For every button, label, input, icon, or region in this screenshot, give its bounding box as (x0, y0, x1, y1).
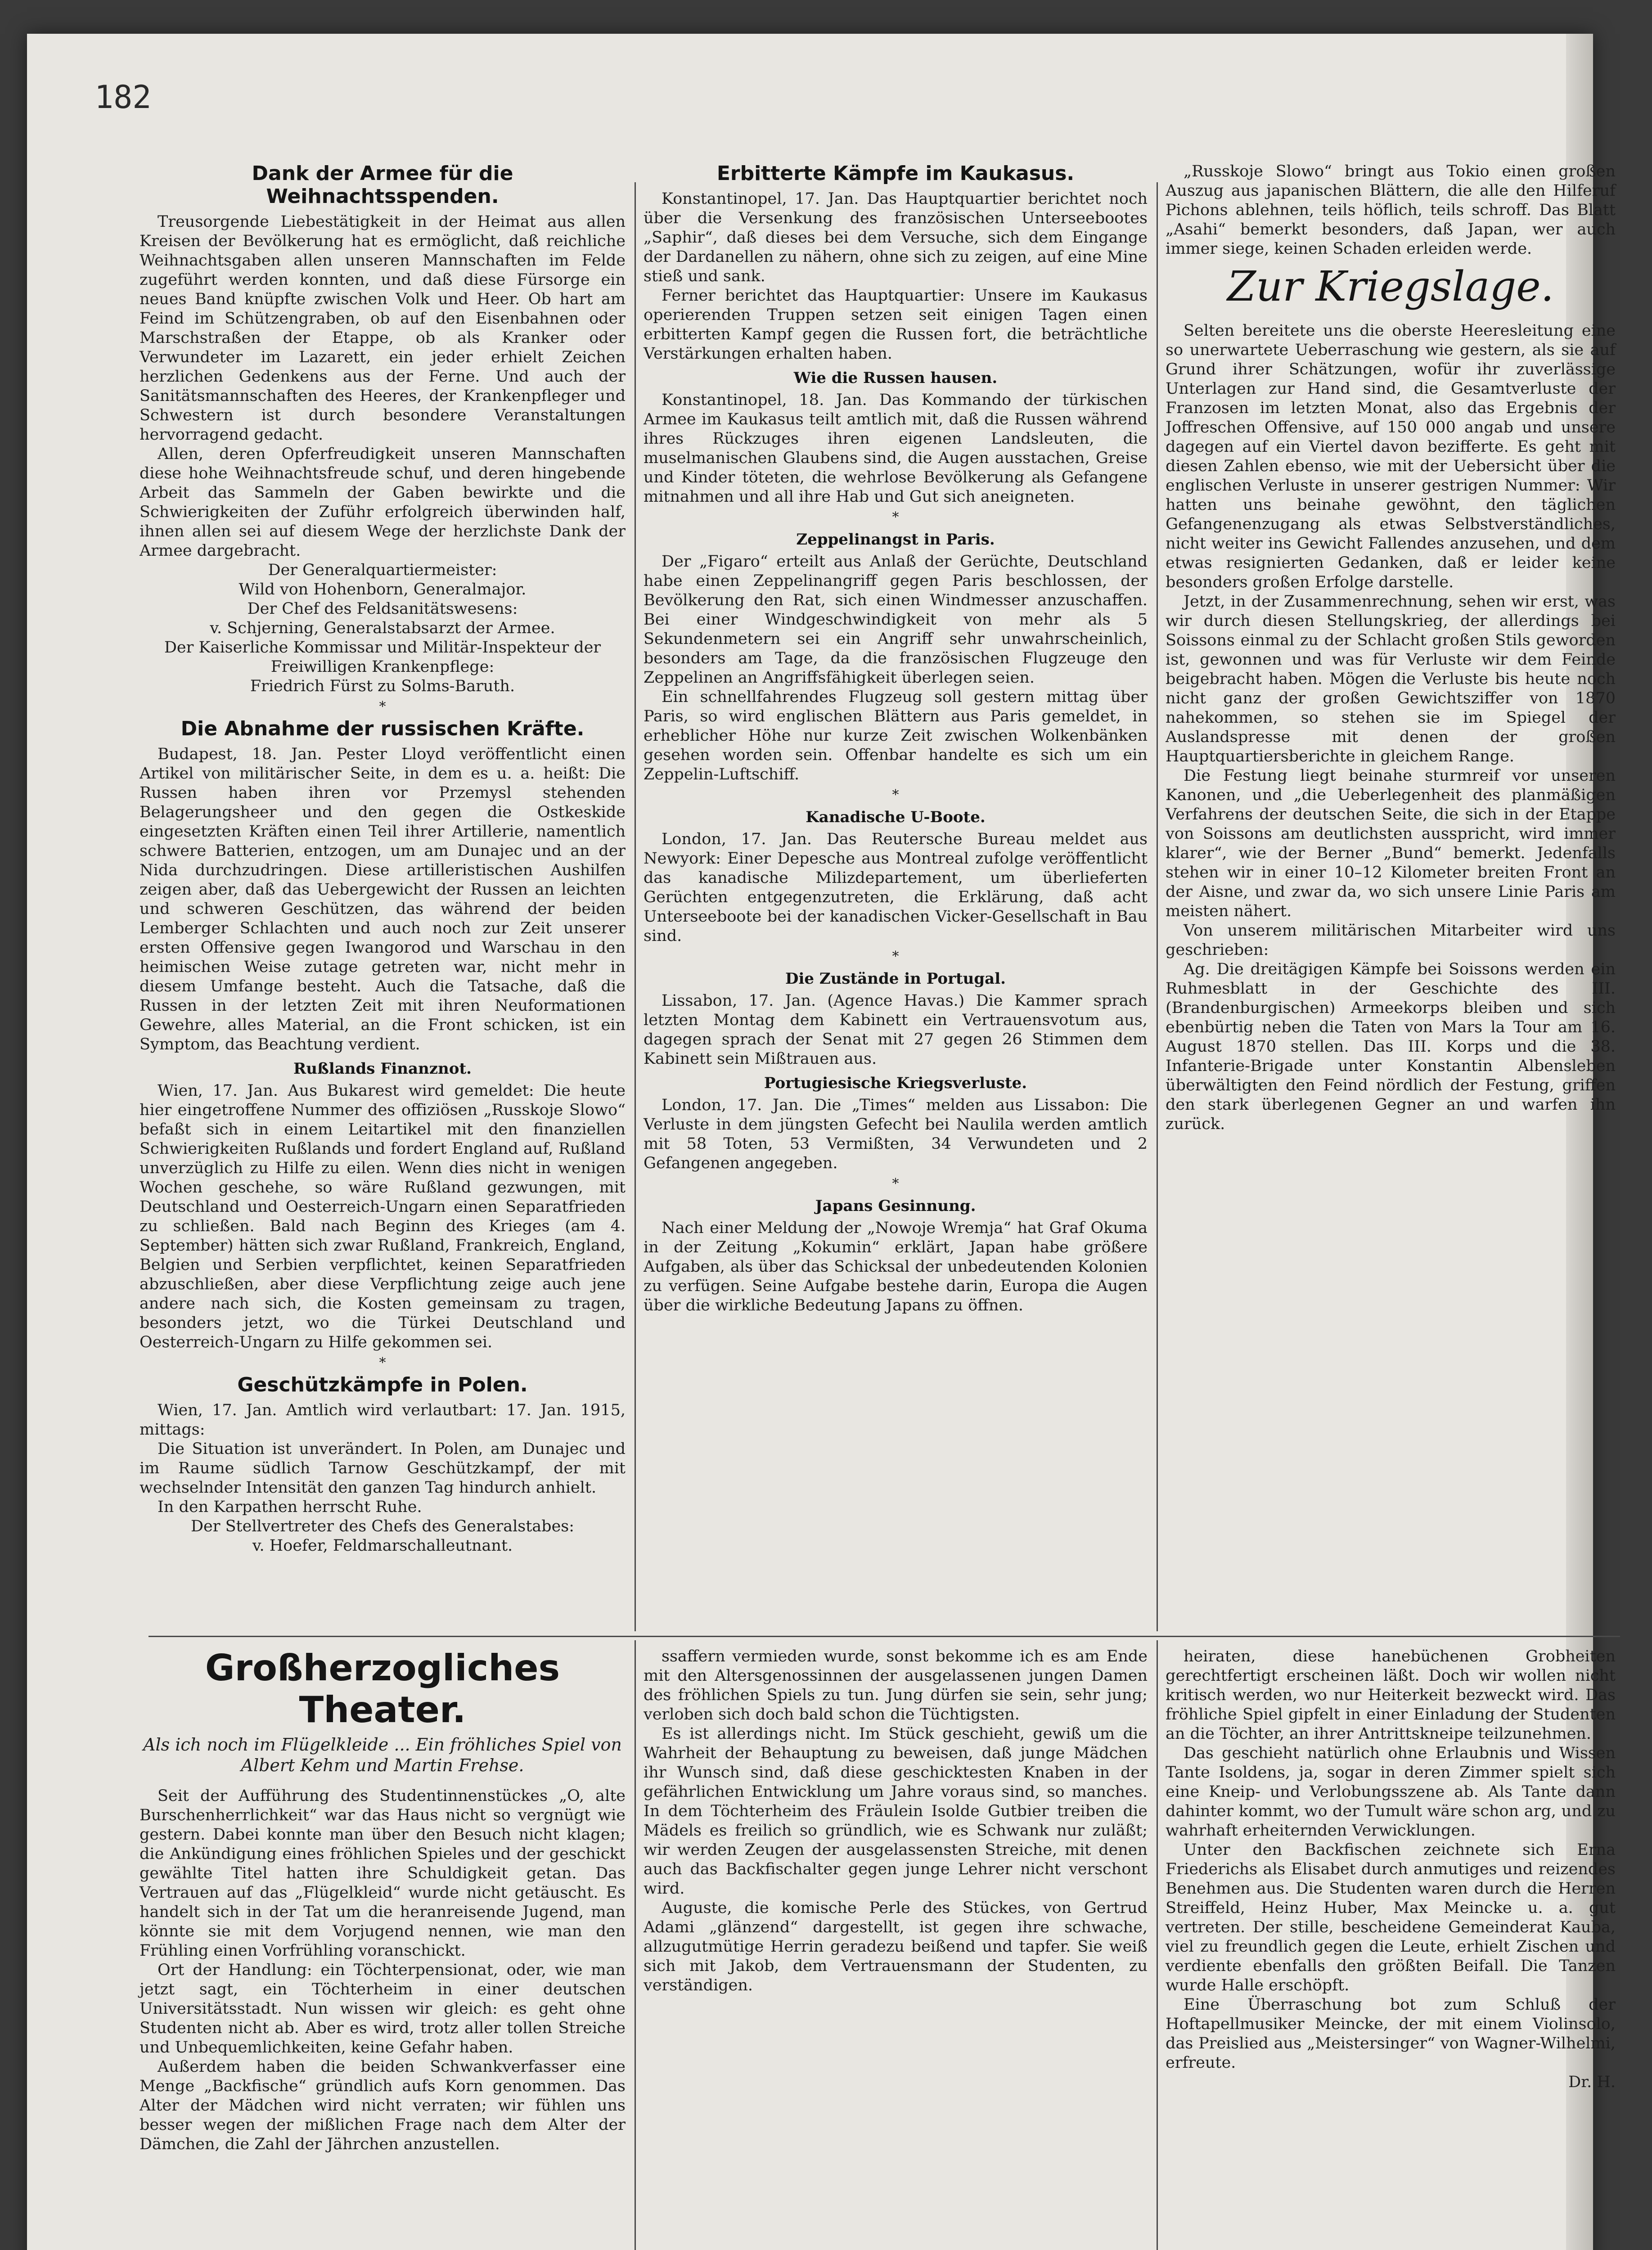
signature-title: Der Stellvertreter des Chefs des Generalstabes: (190, 1517, 575, 1535)
review-paragraph: Ort der Handlung: ein Töchterpensionat, oder, wie man jetzt sagt, ein Töchterheim in einer deutschen Universitätsstadt. Nun wissen wir gleich: es geht ohne Studenten nicht ab. Aber es wird, trotz aller tollen Streiche und Unbequemlichkeiten, keine Gefahr haben. (140, 1961, 626, 2056)
subheadline-russen-hausen: Wie die Russen hausen. (793, 369, 998, 387)
signature-title: Der Generalquartiermeister: (268, 561, 497, 579)
article-paragraph: London, 17. Jan. Die „Times“ melden aus Lissabon: Die Verluste in dem jüngsten Gefecht bei Naulila werden amtlich mit 58 Toten, 53 Vermißten, 34 Verwundeten und 2 Gefangenen angegeben. (644, 1096, 1148, 1172)
review-paragraph: Auguste, die komische Perle des Stückes, von Gertrud Adami „glänzend“ dargestellt, ist gegen ihre schwache, allzugutmütige Herrin geradezu beißend und tapfer. Sie weiß sich mit Jakob, dem Vertrauensmann der Studenten, zu verständigen. (644, 1899, 1148, 1994)
article-paragraph: Selten bereitete uns die oberste Heeresleitung eine so unerwartete Ueberraschung wie gestern, als sie auf Grund ihrer Schätzungen, wofür ihr zuverlässige Unterlagen zur Hand sind, die Gesamtverluste der Franzosen im letzten Monat, also das Ergebnis der Joffreschen Offensive, auf 150 000 angab und unsere dagegen auf ein Viertel davon bezifferte. Es geht mit diesen Zahlen ebenso, wie mit der Uebersicht über die englischen Verluste in unserer gestrigen Nummer: Wir hatten uns beinahe gewöhnt, den täglichen Gefangenenzugang als etwas Selbstverständliches, nicht weiter ins Gewicht Fallendes anzusehen, und dem etwas resignierten Gedanken, daß er leider keine besonders großen Erfolge darstelle. (1166, 322, 1616, 591)
review-paragraph: ssaffern vermieden wurde, sonst bekomme ich es am Ende mit den Altersgenossinnen der ausgelassenen jungen Damen des fröhlichen Spiels zu tun. Jung dürfen sie sein, sehr jung; verloben sich doch bald schon die Tüchtigsten. (644, 1647, 1148, 1724)
signature-name: v. Hoefer, Feldmarschalleutnant. (252, 1537, 513, 1555)
column-rule-2 (1157, 182, 1158, 1631)
section-rule (149, 1636, 1620, 1637)
article-paragraph: Der „Figaro“ erteilt aus Anlaß der Gerüchte, Deutschland habe einen Zeppelinangriff gegen Paris beschlossen, der Bevölkerung den Rat, sich einen Windmesser anzuschaffen. Bei einer Windgeschwindigkeit von mehr als 5 Sekundenmetern sei ein Angriff sehr unwahrscheinlich, besonders am Tage, da die französischen Flugzeuge den Zeppelinen an Angriffsfähigkeit überlegen seien. (644, 553, 1148, 687)
article-paragraph: Allen, deren Opferfreudigkeit unseren Mannschaften diese hohe Weihnachtsfreude schuf, und deren hingebende Arbeit das Sammeln der Gaben bewirkte und die Schwierigkeiten der Zuführ erfolgreich überwinden half, ihnen allen sei auf diesem Wege der herzlichste Dank der Armee dargebracht. (140, 445, 626, 560)
headline-geschuetzkaempfe: Geschützkämpfe in Polen. (237, 1373, 528, 1396)
article-paragraph: Treusorgende Liebestätigkeit in der Heimat aus allen Kreisen der Bevölkerung hat es ermöglicht, daß reichliche Weihnachtsgaben allen unseren Mannschaften im Felde zugeführt werden konnten, und daß diese Fürsorge ein neues Band knüpfte zwischen Volk und Heer. Ob hart am Feind im Schützengraben, ob auf den Eisenbahnen oder Marschstraßen der Etappe, ob als Kranker oder Verwundeter im Lazarett, ein jeder erhielt Zeichen herzlichen Gedenkens aus der Ferne. Und auch der Sanitätsmannschaften des Heeres, der Krankenpfleger und Schwestern ist durch besondere Veranstaltungen hervorragend gedacht. (140, 213, 626, 444)
newspaper-page (27, 34, 1616, 2250)
article-paragraph: Ein schnellfahrendes Flugzeug soll gestern mittag über Paris, so wird englischen Blättern aus Paris gemeldet, in erheblicher Höhe nur kurze Zeit zwischen Wolkenbänken gesehen worden sein. Offenbar handelte es sich um ein Zeppelin-Luftschiff. (644, 688, 1148, 783)
column-2 (644, 162, 1148, 1629)
article-paragraph: Ferner berichtet das Hauptquartier: Unsere im Kaukasus operierenden Truppen setzen seit einigen Tagen einen erbitterten Kampf gegen die Russen fort, die beträchtliche Verstärkungen erhalten haben. (644, 287, 1148, 363)
headline-theater: Großherzogliches Theater. (205, 1647, 560, 1731)
review-paragraph: Außerdem haben die beiden Schwankverfasser eine Menge „Backfische“ gründlich aufs Korn genommen. Das Alter der Mädchen wird nicht verraten; wir fühlen uns besser wegen der mißlichen Frage nach dem Alter der Dämchen, die Zahl der Jährchen anzustellen. (140, 2058, 626, 2153)
article-paragraph: Lissabon, 17. Jan. (Agence Havas.) Die Kammer sprach letzten Montag dem Kabinett ein Vertrauensvotum aus, dagegen sprach der Senat mit 27 gegen 26 Stimmen dem Kabinett sein Mißtrauen aus. (644, 992, 1148, 1068)
theater-column-1 (140, 1647, 626, 2250)
article-paragraph: Nach einer Meldung der „Nowoje Wremja“ hat Graf Okuma in der Zeitung „Kokumin“ erklärt, Japan habe größere Aufgaben, als über das Schicksal der unbedeutenden Kolonien zu verfügen. Seine Aufgabe bestehe darin, Europa die Augen über die wirkliche Bedeutung Japans zu öffnen. (644, 1219, 1148, 1314)
signature-name: v. Schjerning, Generalstabsarzt der Armee. (210, 619, 555, 637)
theater-column-3 (1166, 1647, 1616, 2250)
signature-name: Wild von Hohenborn, Generalmajor. (239, 580, 527, 598)
article-paragraph: London, 17. Jan. Das Reutersche Bureau meldet aus Newyork: Einer Depesche aus Montreal zufolge veröffentlicht das kanadische Milizdepartement, um überlieferten Gerüchten entgegenzutreten, die Erklärung, daß acht Unterseeboote bei der kanadischen Vicker-Gesellschaft in Bau sind. (644, 830, 1148, 945)
subheadline-finanznot: Rußlands Finanznot. (293, 1060, 472, 1078)
separator-star: * (892, 1176, 899, 1192)
column-1 (140, 162, 626, 1629)
signature-title: Der Kaiserliche Kommissar und Militär-Inspekteur der Freiwilligen Krankenpflege: (164, 639, 601, 676)
theater-column-2 (644, 1647, 1148, 2250)
article-paragraph: Budapest, 18. Jan. Pester Lloyd veröffentlicht einen Artikel von militärischer Seite, in dem es u. a. heißt: Die Russen haben ihren vor Przemysl stehenden Belagerungsheer und den gegen die Ostkeskide eingesetzten Kräften einen Teil ihrer Artillerie, namentlich schwere Batterien, entzogen, um am Dunajec und an der Nida durchzudringen. Diese artilleristischen Aushilfen zeigen aber, daß das Uebergewicht der Russen an leichten und schweren Geschützen, das während der beiden Lemberger Schlachten und auch noch zur Zeit unserer ersten Offensive gegen Iwangorod und Warschau in den heimischen Weise zutage getreten war, nicht mehr in diesem Umfange besteht. Auch die Tatsache, daß die Russen in der letzten Zeit mit ihren Neuformationen Gewehre, alles Material, an die Front schicken, ist ein Symptom, das Beachtung verdient. (140, 745, 626, 1053)
page-number: 182 (95, 79, 152, 116)
headline-kriegslage: Zur Kriegslage. (1227, 262, 1554, 310)
article-paragraph: Die Situation ist unverändert. In Polen, am Dunajec und im Raume südlich Tarnow Geschützkampf, der mit wechselnder Intensität den ganzen Tag hindurch anhielt. (140, 1440, 626, 1497)
subheadline-portugal: Die Zustände in Portugal. (785, 970, 1006, 988)
article-paragraph: In den Karpathen herrscht Ruhe. (158, 1498, 422, 1516)
article-paragraph: Jetzt, in der Zusammenrechnung, sehen wir erst, was wir durch diesen Stellungskrieg, der allerdings bei Soissons einmal zu der Schlacht großen Stils geworden ist, gewonnen und was für Verluste wir dem Feinde beigebracht haben. Mögen die Verluste bis heute noch nicht ganz der großen Gewichtsziffer von 1870 nahekommen, so stehen sie im Spiegel der Auslandspresse mit denen der großen Hauptquartiersberichte in gleichem Range. (1166, 593, 1616, 765)
separator-star: * (379, 1355, 386, 1371)
subheadline-zeppelinangst: Zeppelinangst in Paris. (796, 531, 995, 549)
subheadline-ubooten: Kanadische U-Boote. (806, 808, 986, 826)
column-rule-1 (635, 182, 636, 1631)
article-paragraph: Ag. Die dreitägigen Kämpfe bei Soissons werden ein Ruhmesblatt in der Geschichte des III. (Brandenburgischen) Armeekorps bleiben und sich ebenbürtig neben die Taten von Mars la Tour am 16. August 1870 stellen. Das III. Korps und die 38. Infanterie-Brigade unter Konstantin Albensleben überwältigten den Feind nördlich der Festung, griffen den stark überlegenen Gegner an und warfen ihn zurück. (1166, 960, 1616, 1133)
separator-star: * (379, 699, 386, 715)
subheadline-kriegsverluste: Portugiesische Kriegsverluste. (764, 1074, 1027, 1092)
headline-russische-kraefte: Die Abnahme der russischen Kräfte. (180, 717, 585, 740)
signature-title: Der Chef des Feldsanitätswesens: (247, 600, 518, 618)
article-paragraph: Konstantinopel, 17. Jan. Das Hauptquartier berichtet noch über die Versenkung des französischen Unterseebootes „Saphir“, daß dieses bei dem Versuche, sich dem Eingange der Dardanellen zu nähern, ohne sich zu zeigen, auf eine Mine stieß und sank. (644, 190, 1148, 285)
theater-rule-1 (635, 1640, 636, 2250)
theater-subtitle: Als ich noch im Flügelkleide ... Ein fröhliches Spiel von Albert Kehm und Martin Frehse. (143, 1735, 622, 1775)
review-paragraph: Das geschieht natürlich ohne Erlaubnis und Wissen Tante Isoldens, ja, sogar in deren Zimmer spielt sich eine Kneip- und Verlobungsszene ab. Als Tante dann dahinter kommt, wo der Tumult wäre schon arg, und zu wahrhaft erheiternden Verwicklungen. (1166, 1744, 1616, 1840)
review-paragraph: Eine Überraschung bot zum Schluß der Hoftapellmusiker Meincke, der mit einem Violinsolo, das Preislied aus „Meistersinger“ von Wagner-Wilhelmi, erfreute. (1166, 1996, 1616, 2072)
review-paragraph: Seit der Aufführung des Studentinnenstückes „O, alte Burschenherrlichkeit“ war das Haus nicht so vergnügt wie gestern. Dabei konnte man über den Besuch nicht klagen; die Ankündigung eines fröhlichen Spieles und der geschickt gewählte Titel hatten ihre Schuldigkeit getan. Das Vertrauen auf das „Flügelkleid“ wurde nicht getäuscht. Es handelt sich in der Tat um die heranreisende Jugend, man könnte sie mit dem Vorjugend nennen, wie man den Frühling einen Vorfrühling voranschickt. (140, 1787, 626, 1960)
article-paragraph: Konstantinopel, 18. Jan. Das Kommando der türkischen Armee im Kaukasus teilt amtlich mit, daß die Russen während ihres Rückzuges ihren eigenen Landsleuten, die muselmanischen Glaubens sind, die Augen ausstachen, Greise und Kinder töteten, die wehrlose Bevölkerung als Gefangene mitnahmen und all ihre Hab und Gut sich aneigneten. (644, 391, 1148, 506)
article-paragraph: Die Festung liegt beinahe sturmreif vor unseren Kanonen, und „die Ueberlegenheit des planmäßigen Verfahrens der deutschen Seite, die sich in der Etappe von Soissons am deutlichsten ausspricht, wird immer klarer“, wie der Berner „Bund“ bemerkt. Jedenfalls stehen wir in einer 10–12 Kilometer breiten Front an der Aisne, und zwar da, wo sich unsere Linie Paris am meisten nähert. (1166, 767, 1616, 920)
column-3 (1166, 162, 1616, 1629)
review-paragraph: Unter den Backfischen zeichnete sich Erna Friederichs als Elisabet durch anmutiges und reizendes Benehmen aus. Die Studenten waren durch die Herren Streiffeld, Heinz Huber, Max Meincke u. a. gut vertreten. Der stille, bescheidene Gemeinderat Kauba, viel zu freundlich gegen die Leute, erhielt Zischen und verdiente ebenfalls den größten Beifall. Die Tanzen wurde Halle erschöpft. (1166, 1841, 1616, 1994)
article-paragraph: Von unserem militärischen Mitarbeiter wird uns geschrieben: (1166, 922, 1616, 959)
separator-star: * (892, 787, 899, 803)
signature-name: Friedrich Fürst zu Solms-Baruth. (250, 677, 515, 695)
article-paragraph: Wien, 17. Jan. Aus Bukarest wird gemeldet: Die heute hier eingetroffene Nummer des offiziösen „Russkoje Slowo“ befaßt sich in einem Leitartikel mit den finanziellen Schwierigkeiten Rußlands und fordert England auf, Rußland unverzüglich zu Hilfe zu eilen. Wenn dies nicht in wenigen Wochen geschehe, so wäre Rußland gezwungen, mit Deutschland und Oesterreich-Ungarn einen Separatfrieden zu schließen. Bald nach Beginn des Krieges (am 4. September) hätten sich zwar Rußland, Frankreich, England, Belgien und Serbien verpflichtet, keinen Separatfrieden abzuschließen, aber diese Verpflichtung zeige auch jene andere nach sich, die Kosten gemeinsam zu tragen, besonders jetzt, wo die Türkei Deutschland und Oesterreich-Ungarn zu Hilfe gekommen sei. (140, 1082, 626, 1351)
review-paragraph: heiraten, diese hanebüchenen Grobheiten gerechtfertigt erscheinen läßt. Doch wir wollen nicht kritisch werden, wo nur Heiterkeit bezweckt wird. Das fröhliche Spiel gipfelt in einer Einladung der Studenten an die Töchter, an ihrer Antrittskneipe teilzunehmen. (1166, 1647, 1616, 1743)
article-paragraph: „Russkoje Slowo“ bringt aus Tokio einen großen Auszug aus japanischen Blättern, die alle den Hilferuf Pichons ablehnen, teils höflich, teils schroff. Das Blatt „Asahi“ bemerkt besonders, daß Japan, wer auch immer siege, keinen Schaden erleiden werde. (1166, 162, 1616, 258)
article-paragraph: Wien, 17. Jan. Amtlich wird verlautbart: 17. Jan. 1915, mittags: (140, 1401, 626, 1439)
headline-kaukasus: Erbitterte Kämpfe im Kaukasus. (716, 162, 1075, 185)
separator-star: * (892, 509, 899, 525)
separator-star: * (892, 949, 899, 964)
review-paragraph: Es ist allerdings nicht. Im Stück geschieht, gewiß um die Wahrheit der Behauptung zu beweisen, daß junge Mädchen ihr Wunsch sind, daß diese geschicktesten Knaben in der gefährlichen Entwicklung um Jahre voraus sind, so manches. In dem Töchterheim des Fräulein Isolde Gutbier treiben die Mädels es freilich so gründlich, wie es Schwank nur zuläßt; wir werden Zeugen der ausgelassensten Streiche, mit denen auch das Backfischalter gegen junge Lehrer nicht verschont wird. (644, 1725, 1148, 1898)
headline-armee-dank: Dank der Armee für die Weihnachtsspenden. (252, 162, 513, 208)
author-signature: Dr. H. (1568, 2073, 1616, 2091)
theater-rule-2 (1157, 1640, 1158, 2250)
subheadline-japan: Japans Gesinnung. (815, 1197, 976, 1215)
